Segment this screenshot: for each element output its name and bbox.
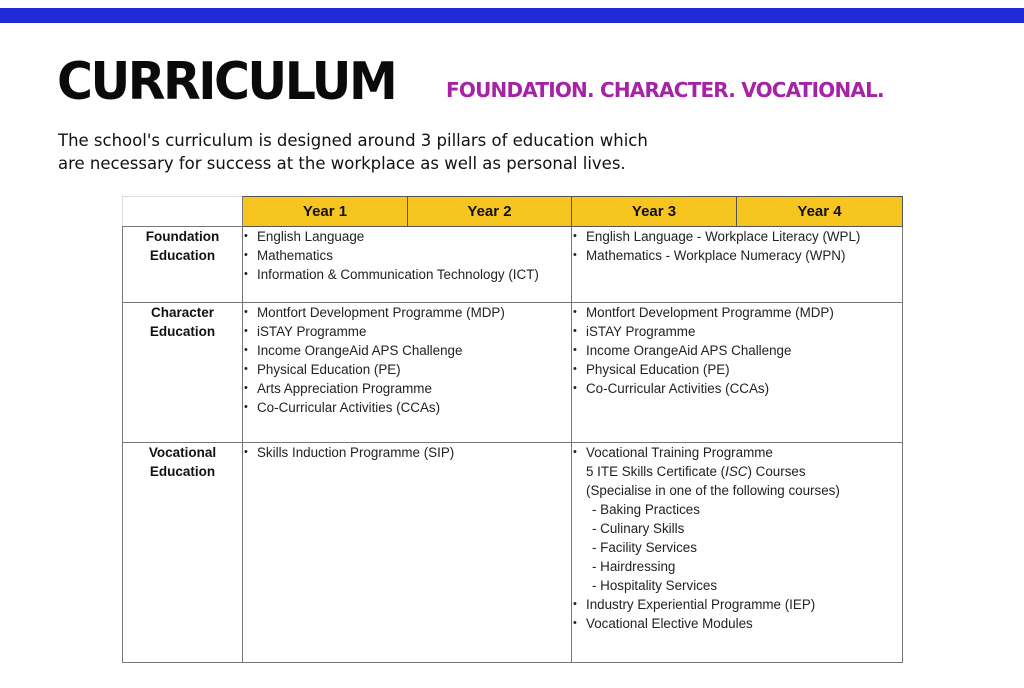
list-item: • Montfort Development Programme (MDP): [573, 305, 834, 320]
curriculum-table: [122, 196, 903, 663]
list-item: • Physical Education (PE): [244, 362, 401, 377]
list-item: • Co-Curricular Activities (CCAs): [244, 400, 441, 415]
page-title: CURRICULUM: [57, 52, 396, 112]
foundation-row-label: Foundation Education: [123, 227, 243, 303]
intro-line: The school's curriculum is designed around 3 pillars of education which: [58, 131, 648, 150]
list-item: • Skills Induction Programme (SIP): [244, 445, 455, 460]
specialise-note: (Specialise in one of the following courses): [586, 483, 840, 498]
year-header-row: [123, 197, 903, 227]
list-item: • Arts Appreciation Programme: [244, 381, 432, 396]
intro-paragraph: [58, 129, 698, 175]
page-subtitle: FOUNDATION. CHARACTER. VOCATIONAL.: [446, 78, 884, 102]
course-item: - Culinary Skills: [592, 521, 685, 536]
year-1-header: Year 1: [243, 197, 408, 227]
course-item: - Hospitality Services: [592, 578, 718, 593]
foundation-year-1-2: [243, 227, 572, 303]
list-item: • Mathematics - Workplace Numeracy (WPN): [573, 248, 846, 263]
list-item: • Vocational Elective Modules: [573, 616, 753, 631]
vocational-year-1-2: [243, 443, 572, 663]
list-item: • iSTAY Programme: [573, 324, 696, 339]
year-3-header: Year 3: [572, 197, 737, 227]
course-item: - Baking Practices: [592, 502, 700, 517]
list-item: • English Language - Workplace Literacy (WPL): [573, 229, 861, 244]
list-item: • Industry Experiential Programme (IEP): [573, 597, 816, 612]
top-accent-bar: [0, 8, 1024, 23]
foundation-row: [123, 227, 903, 303]
vocational-row: [123, 443, 903, 663]
list-item: • Information & Communication Technology (ICT): [244, 267, 539, 282]
list-item: • Income OrangeAid APS Challenge: [573, 343, 792, 358]
character-row-label: Character Education: [123, 303, 243, 443]
vocational-row-label: Vocational Education: [123, 443, 243, 663]
list-item: • Montfort Development Programme (MDP): [244, 305, 505, 320]
list-item: • Income OrangeAid APS Challenge: [244, 343, 463, 358]
list-item: • iSTAY Programme: [244, 324, 367, 339]
character-year-1-2: [243, 303, 572, 443]
list-item: • English Language: [244, 229, 365, 244]
list-item: • Co-Curricular Activities (CCAs): [573, 381, 770, 396]
year-4-header: Year 4: [737, 197, 903, 227]
course-item: - Facility Services: [592, 540, 697, 555]
list-item: • Vocational Training Programme: [573, 445, 773, 460]
character-row: [123, 303, 903, 443]
foundation-year-3-4: [572, 227, 903, 303]
course-item: - Hairdressing: [592, 559, 676, 574]
list-item: • Physical Education (PE): [573, 362, 730, 377]
intro-line: are necessary for success at the workplace as well as personal lives.: [58, 154, 626, 173]
corner-cell: [123, 197, 243, 227]
isc-courses-line: 5 ITE Skills Certificate (ISC) Courses: [586, 464, 806, 479]
character-year-3-4: [572, 303, 903, 443]
vocational-year-3-4: [572, 443, 903, 663]
year-2-header: Year 2: [408, 197, 572, 227]
list-item: • Mathematics: [244, 248, 333, 263]
